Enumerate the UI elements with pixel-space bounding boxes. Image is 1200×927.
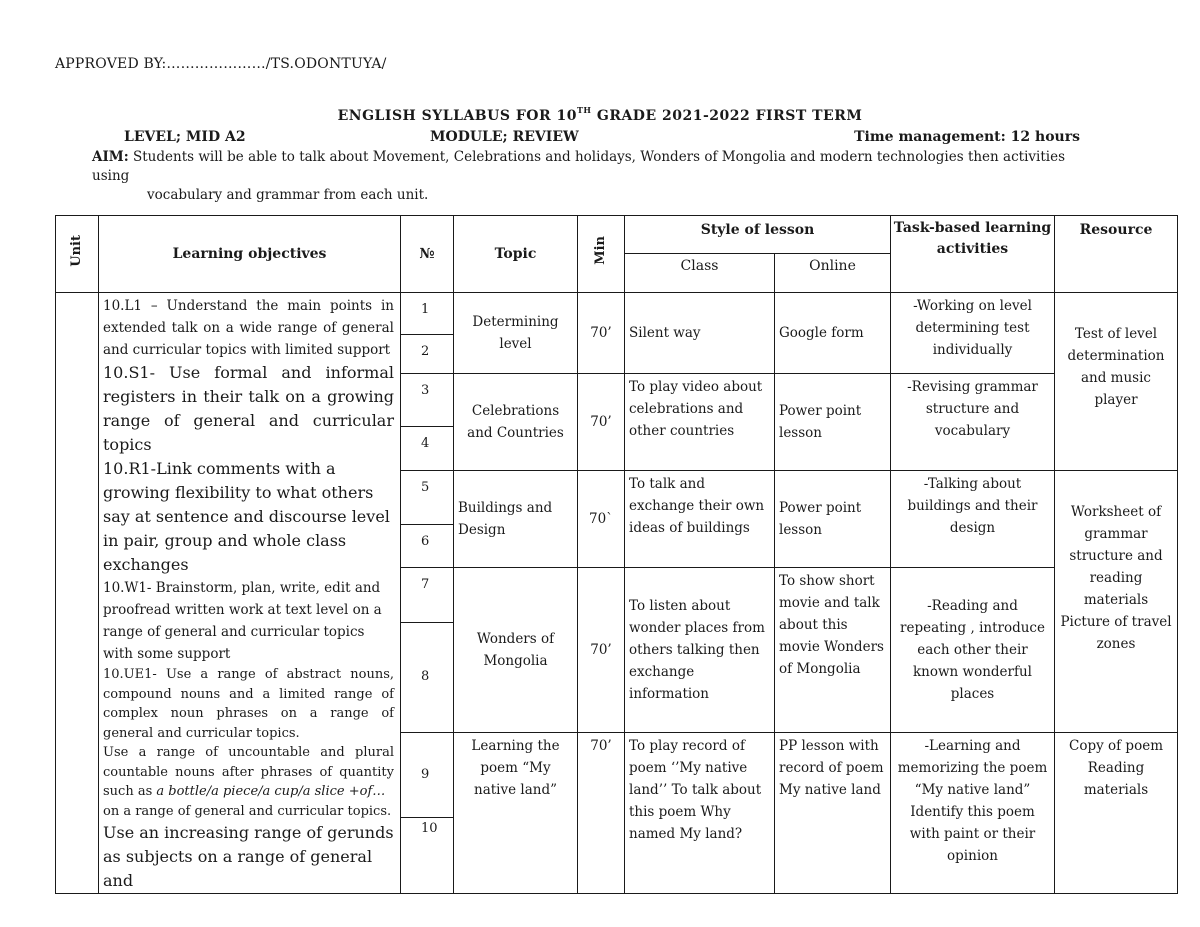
objectives-cell (99, 293, 401, 894)
title-pre: ENGLISH SYLLABUS FOR 10 (337, 108, 577, 124)
class-cell: To listen about wonder places from others talking then exchange information (625, 567, 775, 732)
title-sup: TH (576, 105, 592, 115)
objective-r1: 10.R1-Link comments with a growing flexibility to what others say at sentence and discourse level in pair, group and whole class exchanges (103, 459, 390, 574)
header-tasks: Task-based learning activities (891, 216, 1055, 293)
online-cell: Google form (775, 293, 891, 374)
class-cell: To play record of poem ‘’My native land’’ To talk about this poem Why named My land? (625, 732, 775, 893)
unit-cell (56, 293, 99, 894)
topic-cell: Learning the poem “My native land” (454, 732, 578, 893)
objective-ue1: 10.UE1- Use a range of abstract nouns, compound nouns and a limited range of complex noun phrases on a range of general and curricular topics. (103, 667, 394, 741)
objective-l1: 10.L1 – Understand the main points in extended talk on a wide range of general and curricular topics with limited support (103, 298, 394, 358)
class-cell: To talk and exchange their own ideas of buildings (625, 471, 775, 567)
resource-cell: Copy of poem Reading materials (1055, 732, 1178, 893)
online-cell: To show short movie and talk about this movie Wonders of Mongolia (775, 567, 891, 732)
task-cell: -Reading and repeating , introduce each other their known wonderful places (891, 567, 1055, 732)
lesson-number: 2 (401, 335, 454, 374)
header-class: Class (625, 254, 775, 293)
task-cell: -Learning and memorizing the poem “My native land” Identify this poem with paint or their opinion (891, 732, 1055, 893)
lesson-number: 9 (401, 732, 454, 817)
min-cell: 70’ (578, 293, 625, 374)
aim-label: AIM: (92, 149, 129, 165)
header-unit: Unit (56, 216, 99, 293)
aim-line2: vocabulary and grammar from each unit. (147, 187, 429, 203)
task-cell: -Talking about buildings and their design (891, 471, 1055, 567)
resource-cell: Worksheet of grammar structure and reading materials Picture of travel zones (1055, 471, 1178, 733)
header-number: № (401, 216, 454, 293)
task-cell: -Revising grammar structure and vocabulary (891, 374, 1055, 471)
online-cell: PP lesson with record of poem My native land (775, 732, 891, 893)
min-cell: 70’ (578, 732, 625, 893)
topic-cell: Celebrations and Countries (454, 374, 578, 471)
header-style: Style of lesson (625, 216, 891, 254)
header-row-1 (56, 216, 1178, 254)
aim-paragraph (92, 148, 1092, 205)
online-cell: Power point lesson (775, 374, 891, 471)
min-cell: 70’ (578, 374, 625, 471)
objective-ue2-italic: a bottle/a piece/a cup/a slice +of… (156, 784, 386, 799)
header-topic: Topic (454, 216, 578, 293)
lesson-number: 3 (401, 374, 454, 427)
table-row (56, 293, 1178, 335)
lesson-number: 10 (401, 818, 454, 894)
lesson-number: 7 (401, 567, 454, 622)
lesson-number: 1 (401, 293, 454, 335)
lesson-number: 8 (401, 622, 454, 732)
resource-cell: Test of level determination and music player (1055, 293, 1178, 471)
title-post: GRADE 2021-2022 FIRST TERM (591, 108, 863, 124)
objective-ue2: Use a range of uncountable and plural countable nouns after phrases of quantity such as a bottle/a piece/a cup/a slice +of… on a range of general and curricular topics. (103, 745, 394, 819)
topic-cell: Determining level (454, 293, 578, 374)
header-resource: Resource (1055, 216, 1178, 293)
lesson-number: 4 (401, 427, 454, 471)
lesson-number: 6 (401, 524, 454, 567)
page-title (0, 105, 1200, 124)
time-management: Time management: 12 hours (854, 129, 1080, 145)
objective-w1: 10.W1- Brainstorm, plan, write, edit and proofread written work at text level on a range of general and curricular topics with some support (103, 580, 382, 662)
level-text: LEVEL; MID A2 (124, 129, 246, 145)
syllabus-table (55, 215, 1178, 894)
approved-by: APPROVED BY:…………………/TS.ODONTUYA/ (55, 56, 387, 72)
task-cell: -Working on level determining test individually (891, 293, 1055, 374)
module-text: MODULE; REVIEW (430, 129, 579, 145)
header-online: Online (775, 254, 891, 293)
objective-gerunds: Use an increasing range of gerunds as subjects on a range of general and (103, 823, 394, 890)
class-cell: To play video about celebrations and other countries (625, 374, 775, 471)
header-min: Min (578, 216, 625, 293)
lesson-number: 5 (401, 471, 454, 524)
header-objectives: Learning objectives (99, 216, 401, 293)
online-cell: Power point lesson (775, 471, 891, 567)
objective-s1: 10.S1- Use formal and informal registers in their talk on a growing range of general and curricular topics (103, 363, 394, 454)
topic-cell: Wonders of Mongolia (454, 567, 578, 732)
class-cell: Silent way (625, 293, 775, 374)
aim-line1: Students will be able to talk about Movement, Celebrations and holidays, Wonders of Mongolia and modern technologies then activities using (92, 149, 1065, 184)
min-cell: 70’ (578, 567, 625, 732)
min-cell: 70` (578, 471, 625, 567)
topic-cell: Buildings and Design (454, 471, 578, 567)
